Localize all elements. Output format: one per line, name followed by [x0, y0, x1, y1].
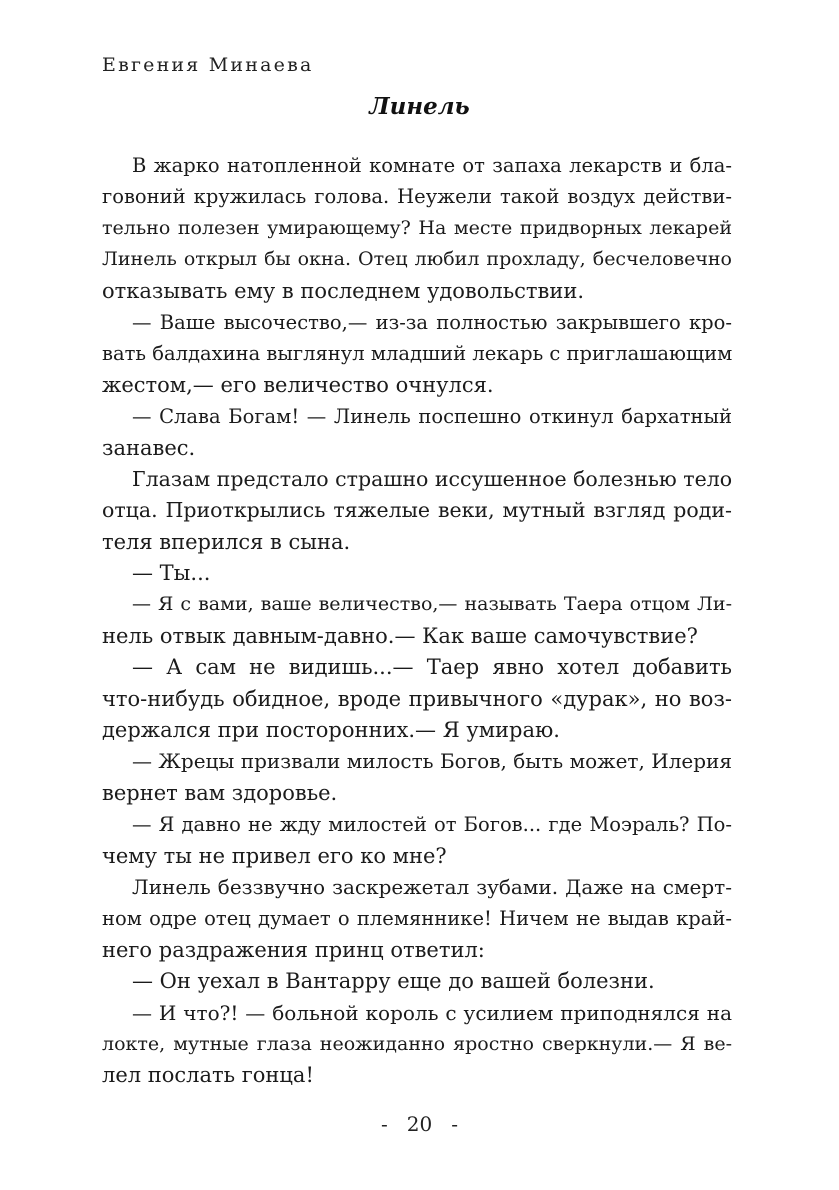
text-line: Линель открыл бы окна. Отец любил прохладу, бесчеловечно	[102, 248, 732, 271]
text-line: лел послать гонца!	[102, 1063, 314, 1088]
text-line: — Жрецы призвали милость Богов, быть может, Илерия	[132, 749, 732, 774]
text-line: — Он уехал в Вантарру еще до вашей болезни.	[132, 969, 655, 994]
text-line: — А сам не видишь...— Таер явно хотел добавить	[132, 655, 732, 680]
text-line: жестом,— его величество очнулся.	[102, 372, 494, 397]
body-text	[102, 150, 732, 1092]
text-line: локте, мутные глаза неожиданно яростно сверкнули.— Я ве-	[102, 1032, 732, 1055]
text-line: В жарко натопленной комнате от запаха лекарств и бла-	[132, 154, 732, 177]
text-line: — Слава Богам! — Линель поспешно откинул бархатный	[132, 405, 732, 429]
text-line: — Ты...	[132, 561, 211, 586]
text-line: тельно полезен умирающему? На месте придворных лекарей	[102, 216, 732, 239]
text-line: нель отвык давным-давно.— Как ваше самочувствие?	[102, 623, 698, 648]
text-line: отца. Приоткрылись тяжелые веки, мутный взгляд роди-	[102, 498, 732, 523]
text-line: Глазам предстало страшно иссушенное болезнью тело	[132, 466, 733, 491]
text-line: занавес.	[102, 435, 196, 460]
text-line: — Я давно не жду милостей от Богов... где Моэраль? По-	[132, 813, 732, 837]
text-line: говоний кружилась голова. Неужели такой воздух действи-	[102, 185, 732, 209]
text-line: вернет вам здоровье.	[102, 780, 338, 805]
text-line: теля вперился в сына.	[102, 529, 351, 554]
text-line: него раздражения принц ответил:	[102, 937, 485, 962]
text-line: ном одре отец думает о племяннике! Ничем не выдав край-	[102, 907, 732, 931]
chapter-title: Линель	[369, 93, 470, 120]
text-line: чему ты не привел его ко мне?	[102, 843, 447, 868]
text-line: держался при посторонних.— Я умираю.	[102, 718, 560, 743]
text-line: — Я с вами, ваше величество,— называть Таера отцом Ли-	[132, 593, 732, 616]
text-line: что-нибудь обидное, вроде привычного «дурак», но воз-	[102, 686, 732, 711]
text-line: — Ваше высочество,— из-за полностью закрывшего кро-	[132, 310, 732, 334]
text-line: отказывать ему в последнем удовольствии.	[102, 278, 585, 303]
text-line: Линель беззвучно заскрежетал зубами. Даже на смерт-	[132, 874, 732, 899]
text-line: вать балдахина выглянул младший лекарь с приглашающим	[102, 342, 733, 366]
running-head-author: Евгения Минаева	[102, 54, 314, 76]
text-line: — И что?! — больной король с усилием приподнялся на	[132, 1000, 732, 1025]
page-number: - 20 -	[380, 1112, 459, 1136]
